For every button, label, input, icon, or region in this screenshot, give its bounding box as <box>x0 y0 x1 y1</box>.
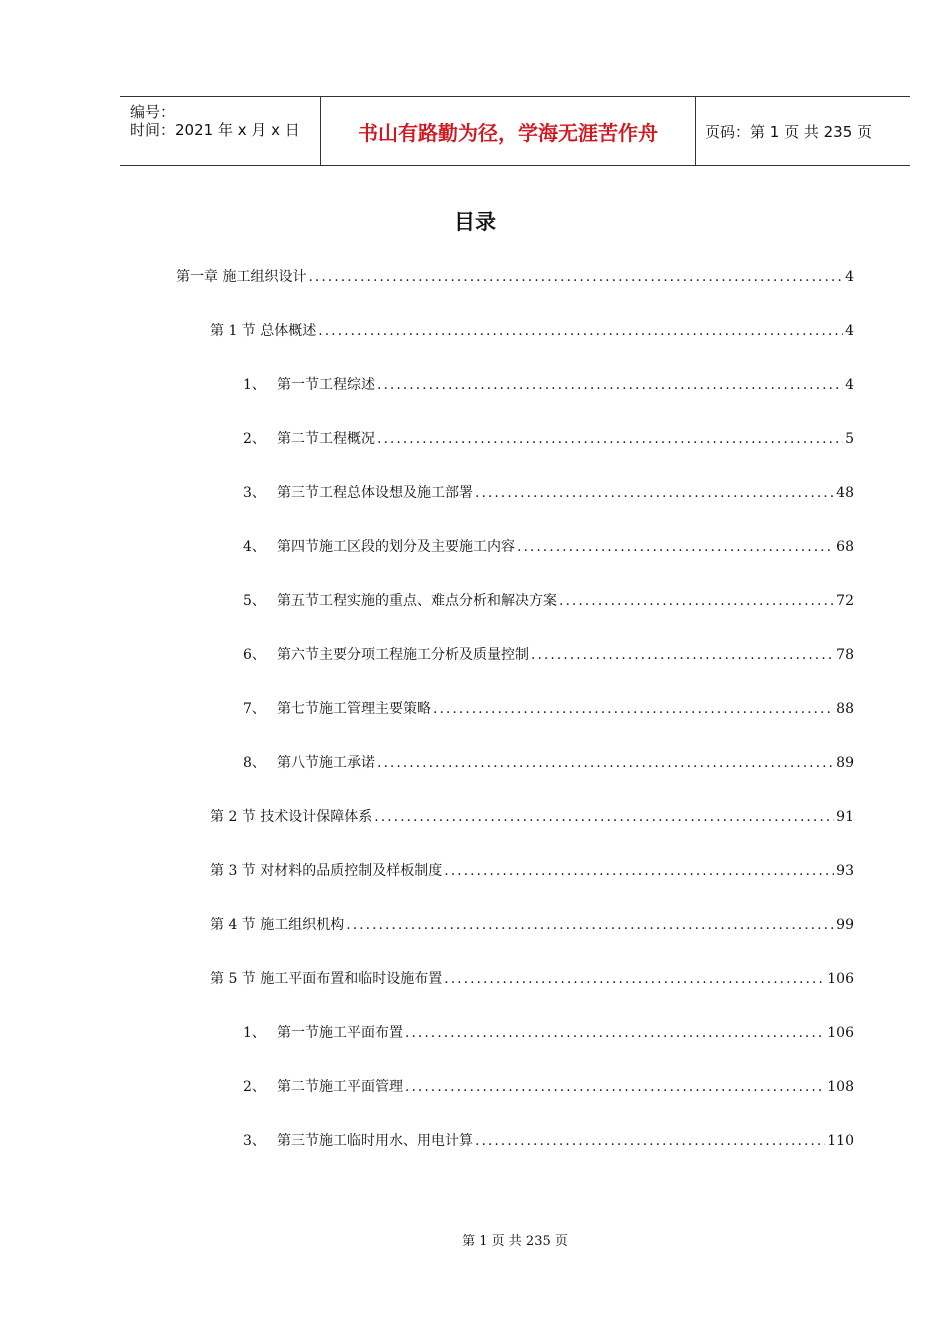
header-slogan: 书山有路勤为径，学海无涯苦作舟 <box>320 97 696 165</box>
header-meta <box>120 97 320 165</box>
toc-dot-leader <box>308 269 843 285</box>
toc-entry[interactable] <box>210 914 854 934</box>
toc-dot-leader <box>559 593 834 609</box>
toc-entry-number: 1、 <box>243 1025 266 1041</box>
toc-dot-leader <box>405 1079 825 1095</box>
toc-entry-number: 5、 <box>243 593 266 609</box>
toc-entry[interactable] <box>243 644 854 664</box>
toc-entry-page: 4 <box>845 323 854 339</box>
toc-entry-number: 2、 <box>243 431 266 447</box>
toc-entry-page: 78 <box>836 647 854 663</box>
toc-entry[interactable] <box>210 968 854 988</box>
toc-entry-number: 4、 <box>243 539 266 555</box>
toc-dot-leader <box>374 809 834 825</box>
header-page-info: 页码：第 1 页 共 235 页 <box>705 122 873 141</box>
toc-entry-title: 第 4 节 施工组织机构 <box>210 917 345 933</box>
toc-entry-page: 106 <box>827 1025 854 1041</box>
toc-entry-page: 48 <box>836 485 854 501</box>
toc-entry-title: 第六节主要分项工程施工分析及质量控制 <box>277 647 529 663</box>
toc-dot-leader <box>377 377 843 393</box>
toc-entry[interactable] <box>243 374 854 394</box>
toc-entry-page: 88 <box>836 701 854 717</box>
serial-number-label: 编号： <box>130 103 176 121</box>
toc-entry[interactable] <box>210 860 854 880</box>
toc-entry-title: 第二节工程概况 <box>277 431 375 447</box>
date-label: 时间：2021 年 x 月 x 日 <box>130 121 300 139</box>
toc-entry-title: 第二节施工平面管理 <box>277 1079 403 1095</box>
toc-entry-page: 5 <box>845 431 854 447</box>
toc-dot-leader <box>444 863 834 879</box>
toc-entry[interactable] <box>243 536 854 556</box>
toc-entry-page: 99 <box>836 917 854 933</box>
toc-dot-leader <box>405 1025 825 1041</box>
toc-entry-number: 3、 <box>243 1133 266 1149</box>
toc-entry-page: 4 <box>845 269 854 285</box>
toc-entry-page: 72 <box>836 593 854 609</box>
toc-entry-number: 1、 <box>243 377 266 393</box>
toc-entry[interactable] <box>243 1076 854 1096</box>
toc-entry-page: 4 <box>845 377 854 393</box>
toc-entry-title: 第一节工程综述 <box>277 377 375 393</box>
toc-dot-leader <box>517 539 834 555</box>
toc-entry-title: 第一节施工平面布置 <box>277 1025 403 1041</box>
toc-entry[interactable] <box>243 590 854 610</box>
toc-dot-leader <box>444 971 825 987</box>
toc-entry[interactable] <box>243 1130 854 1150</box>
toc-entry-page: 93 <box>836 863 854 879</box>
toc-entry-title: 第 2 节 技术设计保障体系 <box>210 809 373 825</box>
toc-entry-title: 第三节工程总体设想及施工部署 <box>277 485 473 501</box>
toc-entry-page: 68 <box>836 539 854 555</box>
toc-entry-title: 第四节施工区段的划分及主要施工内容 <box>277 539 515 555</box>
toc-dot-leader <box>346 917 834 933</box>
document-header <box>120 96 910 166</box>
toc-entry-page: 91 <box>836 809 854 825</box>
toc-entry[interactable] <box>243 1022 854 1042</box>
toc-entry-number: 7、 <box>243 701 266 717</box>
toc-entry-page: 89 <box>836 755 854 771</box>
toc-entry-title: 第三节施工临时用水、用电计算 <box>277 1133 473 1149</box>
toc-dot-leader <box>475 485 834 501</box>
toc-dot-leader <box>377 431 843 447</box>
toc-entry[interactable] <box>210 320 854 340</box>
toc-entry-page: 106 <box>827 971 854 987</box>
toc-entry[interactable] <box>243 698 854 718</box>
toc-entry[interactable] <box>210 806 854 826</box>
page-footer: 第 1 页 共 235 页 <box>462 1234 568 1249</box>
toc-dot-leader <box>318 323 843 339</box>
toc-entry-title: 第一章 施工组织设计 <box>176 269 307 285</box>
toc-dot-leader <box>475 1133 825 1149</box>
toc-entry-number: 6、 <box>243 647 266 663</box>
toc-entry-number: 2、 <box>243 1079 266 1095</box>
toc-entry[interactable] <box>176 266 854 286</box>
toc-entry-page: 108 <box>827 1079 854 1095</box>
toc-entry-title: 第 3 节 对材料的品质控制及样板制度 <box>210 863 443 879</box>
toc-entry-title: 第八节施工承诺 <box>277 755 375 771</box>
toc-entry[interactable] <box>243 752 854 772</box>
toc-dot-leader <box>531 647 834 663</box>
toc-entry-number: 8、 <box>243 755 266 771</box>
toc-entry-title: 第 5 节 施工平面布置和临时设施布置 <box>210 971 443 987</box>
toc-entry-page: 110 <box>827 1133 854 1149</box>
toc-entry-title: 第七节施工管理主要策略 <box>277 701 431 717</box>
toc-entry-title: 第五节工程实施的重点、难点分析和解决方案 <box>277 593 557 609</box>
page-title: 目录 <box>454 210 496 234</box>
toc-dot-leader <box>377 755 834 771</box>
toc-entry[interactable] <box>243 428 854 448</box>
toc-entry-number: 3、 <box>243 485 266 501</box>
toc-entry[interactable] <box>243 482 854 502</box>
toc-dot-leader <box>433 701 834 717</box>
toc-entry-title: 第 1 节 总体概述 <box>210 323 317 339</box>
